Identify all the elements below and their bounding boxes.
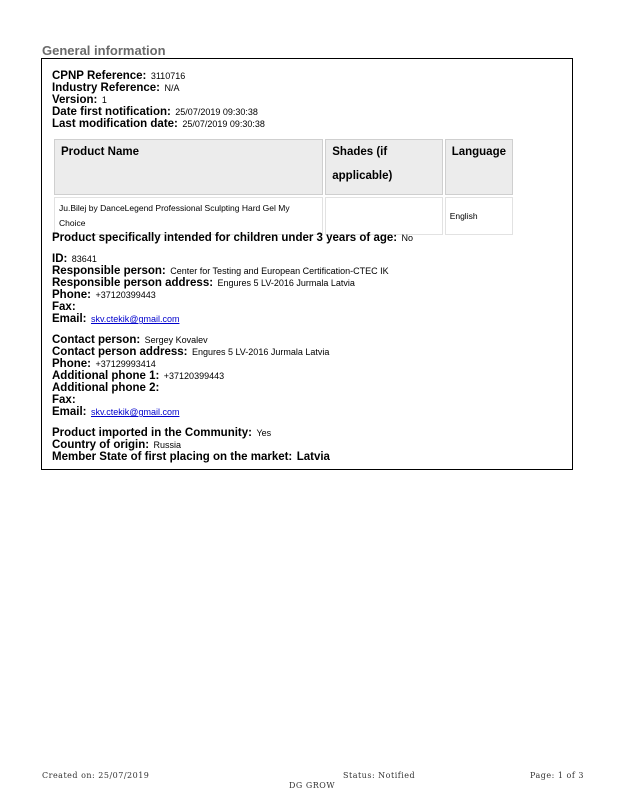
additional-phone-1-label: Additional phone 1: — [52, 370, 160, 382]
children-row — [52, 231, 413, 244]
contact-phone-label: Phone: — [52, 358, 91, 370]
shades-cell — [325, 197, 442, 235]
contact-address-value: Engures 5 LV-2016 Jurmala Latvia — [191, 347, 330, 357]
country-of-origin-value: Russia — [153, 440, 182, 450]
general-information-box — [41, 58, 573, 470]
children-label: Product specifically intended for children under 3 years of age: — [52, 232, 398, 244]
contact-fax-label: Fax: — [52, 394, 76, 406]
contact-email-link[interactable]: skv.ctekik@gmail.com — [90, 407, 180, 417]
product-name-header: Product Name — [54, 139, 323, 195]
responsible-fax-label: Fax: — [52, 301, 76, 313]
version-value: 1 — [101, 95, 107, 105]
last-modification-row — [52, 117, 265, 130]
responsible-email-row — [52, 312, 179, 325]
imported-label: Product imported in the Community: — [52, 427, 252, 439]
language-cell: English — [445, 197, 513, 235]
language-header: Language — [445, 139, 513, 195]
industry-reference-value: N/A — [164, 83, 180, 93]
contact-email-row — [52, 405, 179, 418]
first-notification-label: Date first notification: — [52, 106, 171, 118]
product-table-header — [54, 139, 513, 195]
cpnp-reference-value: 3110716 — [150, 71, 186, 81]
shades-header-line1: Shades (if — [332, 146, 388, 158]
responsible-person-value: Center for Testing and European Certification-CTEC IK — [170, 266, 389, 276]
member-state-label: Member State of first placing on the market: — [52, 451, 293, 463]
member-state-row — [52, 450, 330, 463]
footer-org: DG GROW — [289, 781, 336, 790]
table-row — [54, 197, 513, 235]
last-modification-label: Last modification date: — [52, 118, 178, 130]
cpnp-reference-label: CPNP Reference: — [52, 70, 147, 82]
product-name-line1: Ju.Bilej by DanceLegend Professional Sculpting Hard Gel My — [59, 203, 290, 213]
shades-header-line2: applicable) — [332, 170, 393, 182]
product-table — [52, 137, 515, 237]
country-of-origin-label: Country of origin: — [52, 439, 150, 451]
first-notification-value: 25/07/2019 09:30:38 — [175, 107, 258, 117]
version-label: Version: — [52, 94, 98, 106]
product-name-cell — [54, 197, 323, 235]
member-state-value: Latvia — [296, 451, 330, 463]
additional-phone-1-value: +37120399443 — [163, 371, 225, 381]
imported-value: Yes — [256, 428, 272, 438]
footer-created: Created on: 25/07/2019 — [42, 771, 150, 780]
footer-status: Status: Notified — [343, 771, 416, 780]
contact-phone-value: +37129993414 — [95, 359, 156, 369]
additional-phone-2-label: Additional phone 2: — [52, 382, 160, 394]
contact-person-label: Contact person: — [52, 334, 141, 346]
responsible-address-label: Responsible person address: — [52, 277, 214, 289]
shades-header — [325, 139, 442, 195]
responsible-person-label: Responsible person: — [52, 265, 166, 277]
responsible-email-label: Email: — [52, 313, 87, 325]
product-name-line2: Choice — [59, 218, 86, 228]
responsible-phone-value: +37120399443 — [95, 290, 156, 300]
children-value: No — [401, 233, 414, 243]
last-modification-value: 25/07/2019 09:30:38 — [182, 119, 265, 129]
id-label: ID: — [52, 253, 68, 265]
responsible-email-link[interactable]: skv.ctekik@gmail.com — [90, 314, 180, 324]
contact-address-label: Contact person address: — [52, 346, 188, 358]
contact-email-label: Email: — [52, 406, 87, 418]
id-value: 83641 — [71, 254, 97, 264]
footer-page: Page: 1 of 3 — [530, 771, 584, 780]
section-title: General information — [42, 43, 166, 58]
industry-reference-label: Industry Reference: — [52, 82, 161, 94]
contact-person-value: Sergey Kovalev — [144, 335, 208, 345]
responsible-phone-label: Phone: — [52, 289, 91, 301]
responsible-address-value: Engures 5 LV-2016 Jurmala Latvia — [217, 278, 355, 288]
